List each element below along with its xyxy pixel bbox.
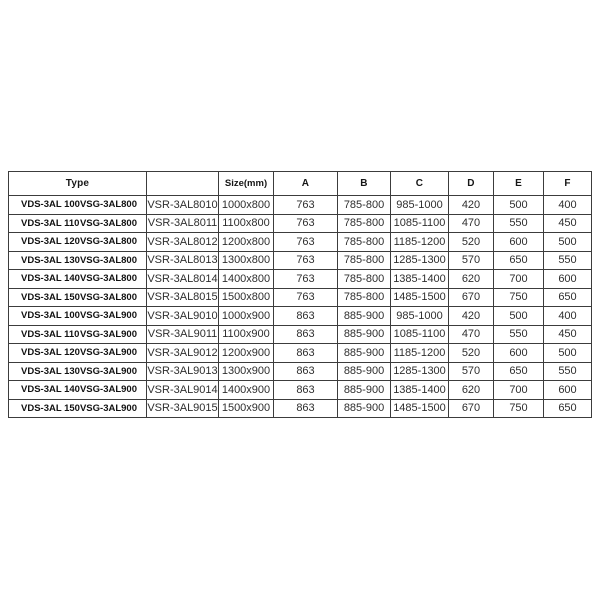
header-a: A [274,172,338,196]
cell-type [9,196,147,215]
header-model [147,172,219,196]
cell-c: 1185-1200 [391,233,449,252]
cell-size: 1500x900 [219,399,274,418]
cell-e: 650 [494,362,544,381]
vsg-model-label: VSG-3AL800 [79,291,137,303]
cell-a: 863 [274,381,338,400]
header-b: B [338,172,391,196]
vsg-model-label: VSG-3AL900 [79,310,137,322]
type-cell-wrap [9,329,146,340]
cell-c: 1385-1400 [391,381,449,400]
cell-f: 650 [544,288,592,307]
cell-vsr-model: VSR-3AL9013 [147,362,219,381]
cell-e: 750 [494,288,544,307]
cell-f: 500 [544,344,592,363]
cell-a: 763 [274,214,338,233]
cell-e: 600 [494,344,544,363]
cell-size: 1100x900 [219,325,274,344]
cell-b: 885-900 [338,381,391,400]
vds-model-label: VDS-3AL 140 [21,384,80,396]
cell-c: 1385-1400 [391,270,449,289]
vds-model-label: VDS-3AL 130 [21,365,80,377]
type-cell-wrap [9,292,146,303]
cell-b: 885-900 [338,344,391,363]
cell-type [9,344,147,363]
table-row [9,196,592,215]
vsg-model-label: VSG-3AL900 [79,365,137,377]
cell-a: 863 [274,325,338,344]
table-row [9,399,592,418]
header-e: E [494,172,544,196]
table-row [9,325,592,344]
cell-a: 763 [274,233,338,252]
cell-size: 1400x800 [219,270,274,289]
cell-f: 400 [544,307,592,326]
table-row [9,233,592,252]
vsg-model-label: VSG-3AL900 [79,402,137,414]
cell-e: 500 [494,307,544,326]
cell-vsr-model: VSR-3AL8015 [147,288,219,307]
table-row [9,270,592,289]
type-cell-wrap [9,273,146,284]
cell-f: 500 [544,233,592,252]
header-type: Type [9,172,147,196]
cell-type [9,399,147,418]
cell-e: 750 [494,399,544,418]
cell-size: 1500x800 [219,288,274,307]
vds-model-label: VDS-3AL 100 [21,199,80,211]
vsg-model-label: VSG-3AL800 [79,273,137,285]
vds-model-label: VDS-3AL 110 [21,328,80,340]
cell-type [9,325,147,344]
cell-size: 1100x800 [219,214,274,233]
vds-model-label: VDS-3AL 150 [21,291,80,303]
table-row [9,381,592,400]
vds-model-label: VDS-3AL 130 [21,254,80,266]
cell-c: 1485-1500 [391,288,449,307]
cell-a: 863 [274,344,338,363]
cell-f: 650 [544,399,592,418]
table-row [9,362,592,381]
vsg-model-label: VSG-3AL800 [79,199,137,211]
vsg-model-label: VSG-3AL900 [79,347,137,359]
cell-d: 670 [449,399,494,418]
table-row [9,288,592,307]
spec-table [8,171,592,418]
cell-size: 1300x800 [219,251,274,270]
table-row [9,344,592,363]
header-size: Size(mm) [219,172,274,196]
spec-table-body [9,196,592,418]
cell-f: 550 [544,362,592,381]
cell-d: 570 [449,362,494,381]
type-cell-wrap [9,310,146,321]
cell-b: 785-800 [338,233,391,252]
cell-size: 1200x800 [219,233,274,252]
cell-vsr-model: VSR-3AL8012 [147,233,219,252]
header-row [9,172,592,196]
cell-size: 1300x900 [219,362,274,381]
cell-d: 520 [449,233,494,252]
header-f: F [544,172,592,196]
table-row [9,251,592,270]
cell-b: 885-900 [338,325,391,344]
type-cell-wrap [9,218,146,229]
cell-e: 550 [494,325,544,344]
cell-d: 420 [449,196,494,215]
cell-size: 1200x900 [219,344,274,363]
cell-vsr-model: VSR-3AL9012 [147,344,219,363]
cell-d: 570 [449,251,494,270]
cell-a: 763 [274,270,338,289]
cell-c: 1085-1100 [391,214,449,233]
cell-e: 550 [494,214,544,233]
cell-type [9,214,147,233]
vds-model-label: VDS-3AL 150 [21,402,80,414]
cell-c: 1085-1100 [391,325,449,344]
cell-d: 670 [449,288,494,307]
cell-vsr-model: VSR-3AL9010 [147,307,219,326]
cell-a: 763 [274,196,338,215]
cell-a: 863 [274,399,338,418]
cell-d: 470 [449,325,494,344]
type-cell-wrap [9,384,146,395]
cell-f: 400 [544,196,592,215]
cell-c: 985-1000 [391,196,449,215]
cell-f: 550 [544,251,592,270]
type-cell-wrap [9,366,146,377]
cell-c: 1485-1500 [391,399,449,418]
cell-vsr-model: VSR-3AL8013 [147,251,219,270]
cell-type [9,233,147,252]
cell-c: 1185-1200 [391,344,449,363]
cell-f: 450 [544,214,592,233]
cell-d: 620 [449,270,494,289]
vds-model-label: VDS-3AL 120 [21,347,80,359]
type-cell-wrap [9,236,146,247]
table-row [9,214,592,233]
cell-b: 885-900 [338,307,391,326]
type-cell-wrap [9,347,146,358]
cell-c: 985-1000 [391,307,449,326]
cell-f: 450 [544,325,592,344]
cell-f: 600 [544,381,592,400]
cell-b: 885-900 [338,399,391,418]
type-cell-wrap [9,255,146,266]
cell-type [9,362,147,381]
cell-a: 863 [274,362,338,381]
cell-c: 1285-1300 [391,362,449,381]
cell-vsr-model: VSR-3AL9015 [147,399,219,418]
cell-size: 1400x900 [219,381,274,400]
vsg-model-label: VSG-3AL800 [79,254,137,266]
cell-a: 763 [274,251,338,270]
cell-e: 650 [494,251,544,270]
cell-d: 470 [449,214,494,233]
vsg-model-label: VSG-3AL800 [79,236,137,248]
cell-c: 1285-1300 [391,251,449,270]
vds-model-label: VDS-3AL 140 [21,273,80,285]
cell-type [9,307,147,326]
vsg-model-label: VSG-3AL800 [79,217,137,229]
vds-model-label: VDS-3AL 100 [21,310,80,322]
cell-type [9,288,147,307]
cell-vsr-model: VSR-3AL8014 [147,270,219,289]
cell-e: 700 [494,381,544,400]
vsg-model-label: VSG-3AL900 [79,384,137,396]
cell-a: 863 [274,307,338,326]
cell-e: 700 [494,270,544,289]
cell-vsr-model: VSR-3AL9011 [147,325,219,344]
cell-e: 500 [494,196,544,215]
header-d: D [449,172,494,196]
cell-b: 785-800 [338,214,391,233]
cell-b: 785-800 [338,251,391,270]
cell-vsr-model: VSR-3AL9014 [147,381,219,400]
type-cell-wrap [9,403,146,414]
cell-b: 885-900 [338,362,391,381]
cell-type [9,251,147,270]
cell-d: 620 [449,381,494,400]
vds-model-label: VDS-3AL 120 [21,236,80,248]
cell-type [9,270,147,289]
cell-f: 600 [544,270,592,289]
cell-type [9,381,147,400]
cell-e: 600 [494,233,544,252]
cell-size: 1000x900 [219,307,274,326]
cell-size: 1000x800 [219,196,274,215]
cell-vsr-model: VSR-3AL8010 [147,196,219,215]
cell-d: 420 [449,307,494,326]
header-c: C [391,172,449,196]
cell-a: 763 [274,288,338,307]
cell-b: 785-800 [338,196,391,215]
type-cell-wrap [9,199,146,210]
vsg-model-label: VSG-3AL900 [79,328,137,340]
cell-d: 520 [449,344,494,363]
table-row [9,307,592,326]
cell-vsr-model: VSR-3AL8011 [147,214,219,233]
cell-b: 785-800 [338,288,391,307]
vds-model-label: VDS-3AL 110 [21,217,80,229]
cell-b: 785-800 [338,270,391,289]
